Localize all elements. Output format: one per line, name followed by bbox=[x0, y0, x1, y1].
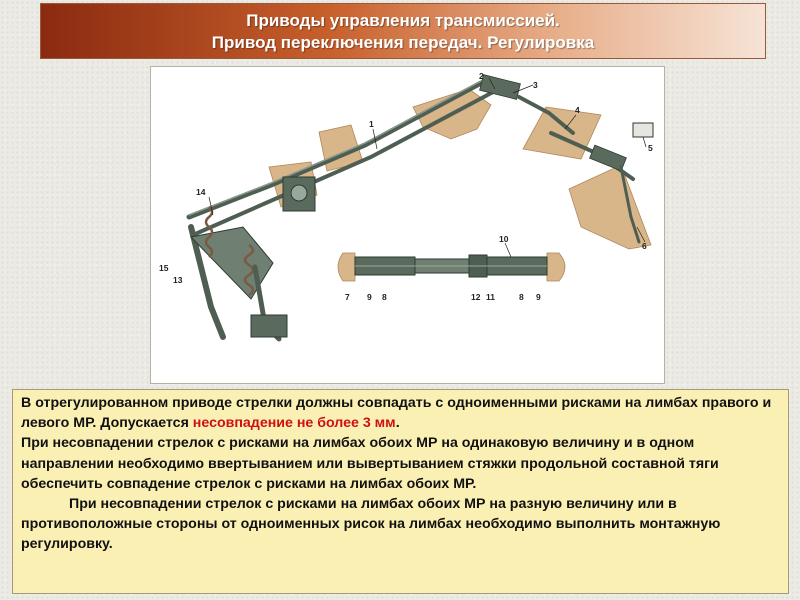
instruction-p1-start: В отрегулированном приводе стрелки должны совпадать с одноименными рисками на лимбах правого и левого МР. Допускается bbox=[21, 395, 772, 432]
callout-12: 12 bbox=[471, 292, 481, 302]
callout-1: 1 bbox=[369, 119, 374, 129]
slide-title-bar bbox=[40, 3, 766, 59]
slide-title-line-1: Приводы управления трансмиссией. bbox=[246, 11, 560, 30]
instruction-paragraph-3: При несовпадении стрелок с рисками на лимбах обоих МР на разную величину или в противоположные стороны от одноименных рисок на лимбах необходимо выполнить монтажную регулировку. bbox=[21, 496, 721, 553]
callout-7: 7 bbox=[345, 292, 350, 302]
instruction-paragraph-2: При несовпадении стрелок с рисками на лимбах обоих МР на одинаковую величину и в одном направлении необходимо ввертыванием или вывертыванием стяжки продольной составной тяги обеспечить совпадение стрелок с рисками на лимбах обоих МР. bbox=[21, 435, 719, 492]
callout-13: 13 bbox=[173, 275, 183, 285]
callout-14: 14 bbox=[196, 187, 206, 197]
callout-8-left: 8 bbox=[382, 292, 387, 302]
inset-end-cap-right bbox=[547, 253, 565, 281]
tolerance-highlight: несовпадение не более 3 мм bbox=[192, 415, 396, 432]
leader-line-5 bbox=[643, 137, 646, 147]
callout-9-left: 9 bbox=[367, 292, 372, 302]
center-pivot bbox=[291, 185, 307, 201]
lever-base-bracket bbox=[251, 315, 287, 337]
callout-11: 11 bbox=[486, 292, 495, 302]
callout-2: 2 bbox=[479, 71, 484, 81]
slide-title-line-2: Привод переключения передач. Регулировка bbox=[211, 33, 595, 52]
instruction-p1-end: . bbox=[395, 415, 400, 432]
adjustment-instructions bbox=[12, 389, 789, 594]
gear-shift-drive-drawing bbox=[151, 67, 665, 384]
callout-6: 6 bbox=[642, 241, 647, 251]
leader-line-10 bbox=[505, 243, 511, 257]
callout-3: 3 bbox=[533, 80, 538, 90]
callout-4: 4 bbox=[575, 105, 580, 115]
inset-end-cap-left bbox=[338, 253, 355, 281]
gauge-box bbox=[633, 123, 653, 137]
callout-8-right: 8 bbox=[519, 292, 524, 302]
gear-shift-drive-illustration bbox=[150, 66, 665, 384]
callout-9-right: 9 bbox=[536, 292, 541, 302]
callout-15: 15 bbox=[159, 263, 169, 273]
callout-10: 10 bbox=[499, 234, 509, 244]
callout-5: 5 bbox=[648, 143, 653, 153]
instruction-paragraph-1 bbox=[21, 393, 780, 433]
